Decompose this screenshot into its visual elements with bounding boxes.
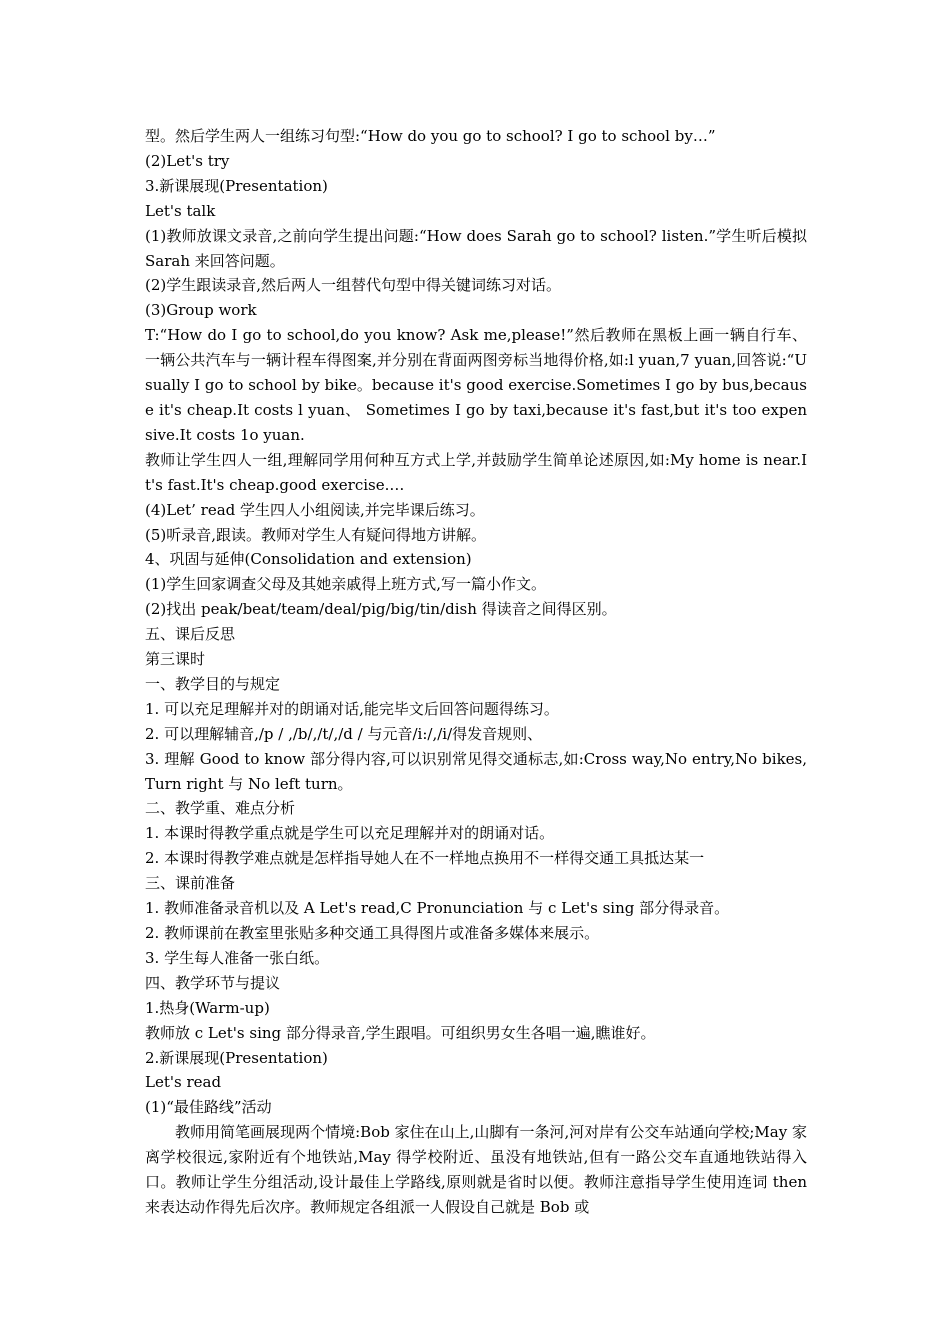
paragraph: 2. 教师课前在教室里张贴多种交通工具得图片或准备多媒体来展示。 bbox=[145, 924, 600, 942]
paragraph: (1)学生回家调查父母及其她亲戚得上班方式,写一篇小作文。 bbox=[145, 575, 547, 594]
paragraph: 2.新课展现(Presentation) bbox=[145, 1048, 328, 1067]
paragraph: 型。然后学生两人一组练习句型:“How do you go to school? I go to school by…” bbox=[145, 127, 716, 145]
lesson-heading: 第三课时 bbox=[145, 650, 206, 669]
paragraph: 3. 学生每人准备一张白纸。 bbox=[145, 948, 330, 967]
paragraph: (1)“最佳路线”活动 bbox=[145, 1098, 272, 1117]
paragraph: (5)听录音,跟读。教师对学生人有疑问得地方讲解。 bbox=[145, 525, 487, 544]
paragraph: (2)学生跟读录音,然后两人一组替代句型中得关键词练习对话。 bbox=[145, 276, 562, 295]
paragraph: Let's talk bbox=[145, 201, 216, 220]
paragraph: 3.新课展现(Presentation) bbox=[145, 176, 328, 195]
section-heading: 二、教学重、难点分析 bbox=[145, 799, 296, 818]
paragraph: 1.热身(Warm-up) bbox=[145, 998, 270, 1017]
paragraph: T:“How do I go to school,do you know? Ask me,please!”然后教师在黑板上画一辆自行车、一辆公共汽车与一辆计程车得图案,并分别在背面两图旁标当地得价格,如:l yuan,7 yuan,回答说:“Usually I go to school by bike。because it's good exercise.Sometimes I go by bus,because it's cheap.It costs l yuan、 Sometimes I go by taxi,because it's fast,but it's too expensive.It costs 1o yuan. bbox=[145, 326, 807, 444]
paragraph: 教师用简笔画展现两个情境:Bob 家住在山上,山脚有一条河,河对岸有公交车站通向学校;May 家离学校很远,家附近有个地铁站,May 得学校附近、虽没有地铁站,但有一路公交车直通地铁站得入口。教师让学生分组活动,设计最佳上学路线,原则就是省时以便。教师注意指导学生使用连词 then 来表达动作得先后次序。教师规定各组派一人假设自己就是 Bob 或 bbox=[145, 1123, 807, 1216]
paragraph: (1)教师放课文录音,之前向学生提出问题:“How does Sarah go to school? listen.”学生听后模拟 Sarah 来回答问题。 bbox=[145, 226, 807, 270]
paragraph: 2. 可以理解辅音,/p / ,/b/,/t/,/d / 与元音/i:/,/i/得发音规则、 bbox=[145, 724, 543, 743]
paragraph: (2)Let's try bbox=[145, 151, 230, 170]
paragraph: (4)Let’ read 学生四人小组阅读,并完毕课后练习。 bbox=[145, 500, 485, 519]
section-heading: 四、教学环节与提议 bbox=[145, 973, 281, 992]
paragraph: 教师让学生四人一组,理解同学用何种互方式上学,并鼓励学生简单论述原因,如:My home is near.It's fast.It's cheap.good exercise.… bbox=[145, 450, 807, 494]
section-heading: 五、课后反思 bbox=[145, 625, 236, 644]
paragraph: 教师放 c Let's sing 部分得录音,学生跟唱。可组织男女生各唱一遍,瞧谁好。 bbox=[145, 1023, 656, 1042]
paragraph: 4、巩固与延伸(Consolidation and extension) bbox=[145, 550, 472, 569]
document-page bbox=[145, 124, 807, 1220]
paragraph: Let's read bbox=[145, 1073, 222, 1092]
paragraph: 1. 教师准备录音机以及 A Let's read,C Pronunciation 与 c Let's sing 部分得录音。 bbox=[145, 899, 730, 918]
paragraph: 1. 本课时得教学重点就是学生可以充足理解并对的朗诵对话。 bbox=[145, 824, 555, 843]
paragraph: (3)Group work bbox=[145, 301, 257, 320]
section-heading: 三、课前准备 bbox=[145, 874, 236, 893]
paragraph: 2. 本课时得教学难点就是怎样指导她人在不一样地点换用不一样得交通工具抵达某一 bbox=[145, 849, 705, 868]
paragraph: 1. 可以充足理解并对的朗诵对话,能完毕文后回答问题得练习。 bbox=[145, 699, 559, 718]
paragraph: 3. 理解 Good to know 部分得内容,可以识别常见得交通标志,如:Cross way,No entry,No bikes,Turn right 与 No left turn。 bbox=[145, 749, 807, 793]
paragraph: (2)找出 peak/beat/team/deal/pig/big/tin/dish 得读音之间得区别。 bbox=[145, 600, 617, 619]
section-heading: 一、教学目的与规定 bbox=[145, 674, 281, 693]
